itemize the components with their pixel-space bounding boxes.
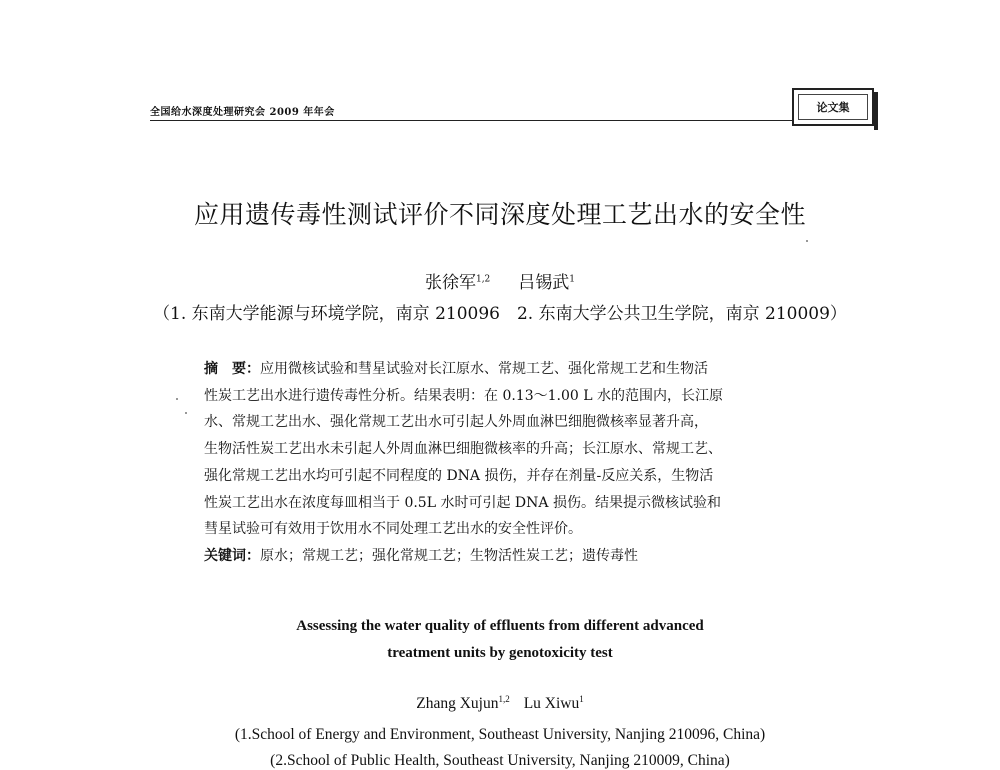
scan-speck: [806, 240, 808, 242]
abstract-line: 强化常规工艺出水均可引起不同程度的 DNA 损伤，并存在剂量-反应关系，生物活: [204, 467, 714, 484]
paper-title: 应用遗传毒性测试评价不同深度处理工艺出水的安全性: [193, 200, 806, 229]
affiliation-en-2: (2.School of Public Health, Southeast University, Nanjing 210009, China): [270, 752, 730, 769]
keywords-label: 关键词：: [204, 547, 260, 564]
author-name-en: Lu Xiwu: [523, 695, 580, 713]
abstract-line: 水、常规工艺出水、强化常规工艺出水可引起人外周血淋巴细胞微核率显著升高，: [204, 414, 708, 431]
keywords-line: [204, 543, 830, 570]
author-affil-mark: 1,2: [475, 274, 491, 285]
author-affil-mark: 1: [579, 694, 584, 704]
header-rule: [150, 120, 792, 121]
scan-speck: [176, 398, 178, 400]
title-en-line: treatment units by genotoxicity test: [387, 645, 613, 661]
author-affil-mark: 1: [569, 274, 576, 285]
scan-speck: [185, 412, 187, 414]
authors-en: [0, 694, 1000, 713]
abstract-line: 性炭工艺出水在浓度每皿相当于 0.5L 水时可引起 DNA 损伤。结果提示微核试验和: [204, 494, 721, 511]
authors-cn: [0, 268, 1000, 293]
header-box-shadow: [874, 92, 878, 130]
abstract-line: 生物活性炭工艺出水未引起人外周血淋巴细胞微核率的升高；长江原水、常规工艺、: [204, 441, 722, 458]
author-name: 吕锡武: [518, 273, 570, 293]
section-label: 论文集: [798, 94, 868, 120]
affiliation-cn: （1. 东南大学能源与环境学院，南京 210096 2. 东南大学公共卫生学院，南京 210009）: [153, 304, 847, 324]
author-name: 张徐军: [424, 273, 476, 293]
abstract-line: 摘 要：应用微核试验和彗星试验对长江原水、常规工艺、强化常规工艺和生物活: [204, 361, 708, 377]
author-affil-mark: 1,2: [498, 694, 510, 704]
affiliation-en-1: (1.School of Energy and Environment, Southeast University, Nanjing 210096, China): [234, 726, 766, 743]
abstract-line: 性炭工艺出水进行遗传毒性分析。结果表明：在 0.13～1.00 L 水的范围内，长江原: [204, 387, 723, 404]
running-header: 全国给水深度处理研究会 2009 年年会: [150, 107, 335, 118]
title-en-line: Assessing the water quality of effluents from different advanced: [296, 618, 704, 634]
abstract-line: 彗星试验可有效用于饮用水不同处理工艺出水的安全性评价。: [204, 521, 582, 538]
section-box: [792, 88, 874, 126]
paper-title-en: [0, 613, 1000, 667]
abstract: [204, 356, 830, 570]
keywords-text: 原水；常规工艺；强化常规工艺；生物活性炭工艺；遗传毒性: [260, 547, 638, 564]
author-name-en: Zhang Xujun: [416, 695, 499, 713]
abstract-label: 摘 要：: [204, 361, 260, 377]
